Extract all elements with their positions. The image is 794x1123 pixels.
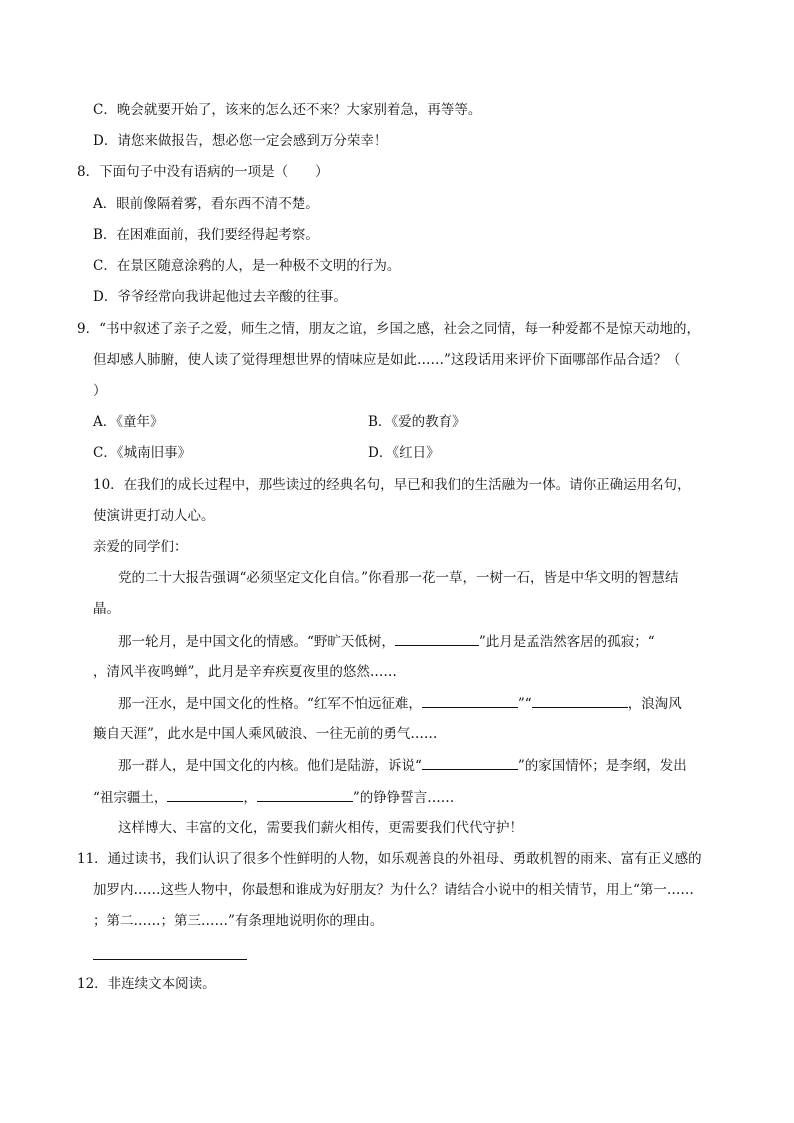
q10-paragraph3-line2: 簸自天涯”，此水是中国人乘风破浪、一往无前的勇气…… xyxy=(93,726,438,742)
q9-stem-line3: ） xyxy=(93,383,107,399)
q8-stem: 8．下面句子中没有语病的一项是（ ） xyxy=(77,164,329,180)
q10-blank-4[interactable] xyxy=(422,755,518,770)
q10-paragraph3-text-c: ，浪淘风 xyxy=(627,696,682,712)
q10-blank-2[interactable] xyxy=(422,693,518,708)
q9-stem-line1: 9．“书中叙述了亲子之爱，师生之情，朋友之谊，乡国之感，社会之同情，每一种爱都不是惊天动地的， xyxy=(77,321,700,337)
q10-paragraph4-text-c: “祖宗疆土， xyxy=(93,790,168,806)
q11-stem-line3: ；第二……；第三……”有条理地说明你的理由。 xyxy=(93,913,384,929)
q10-stem-line2: 使演讲更打动人心。 xyxy=(93,508,215,524)
q10-paragraph3-line1 xyxy=(118,693,682,713)
q10-paragraph2-text-a: 那一轮月，是中国文化的情感。“野旷天低树， xyxy=(118,634,395,650)
q10-greeting: 亲爱的同学们： xyxy=(93,539,188,555)
q10-paragraph4-text-b: ”的家国情怀；是李纲，发出 xyxy=(517,758,687,774)
q10-paragraph4-text-a: 那一群人，是中国文化的内核。他们是陆游，诉说“ xyxy=(118,758,422,774)
q10-paragraph3-text-a: 那一汪水，是中国文化的性格。“红军不怕远征难， xyxy=(118,696,422,712)
q10-paragraph3-text-b: ”“ xyxy=(517,696,532,712)
q10-blank-5[interactable] xyxy=(167,787,243,802)
q12-stem: 12．非连续文本阅读。 xyxy=(77,976,216,992)
q9-stem-line2: 但却感人肺腑，使人读了觉得理想世界的情味应是如此……”这段话用来评价下面哪部作品合适？（ xyxy=(93,352,681,368)
q10-paragraph1-line1: 党的二十大报告强调“必须坚定文化自信。”你看那一花一草，一树一石，皆是中华文明的智慧结 xyxy=(118,570,679,586)
q9-option-c: C．《城南旧事》 xyxy=(93,445,192,461)
q9-option-b: B．《爱的教育》 xyxy=(368,414,466,430)
q8-option-b: B．在困难面前，我们要经得起考察。 xyxy=(93,227,319,243)
q10-paragraph5: 这样博大、丰富的文化，需要我们薪火相传，更需要我们代代守护！ xyxy=(118,820,523,836)
q9-option-a: A．《童年》 xyxy=(93,414,164,430)
q11-stem-line2: 加罗内……这些人物中，你最想和谁成为好朋友？为什么？请结合小说中的相关情节，用上“第一…… xyxy=(93,882,694,898)
q10-paragraph2-text-b: ”此月是孟浩然客居的孤寂；“ xyxy=(478,634,655,650)
q10-paragraph2-line2: ，清风半夜鸣蝉”，此月是辛弃疾夏夜里的悠然…… xyxy=(93,664,397,680)
q10-paragraph2-line1 xyxy=(118,631,655,651)
q10-blank-3[interactable] xyxy=(532,693,628,708)
q10-stem-line1: 10．在我们的成长过程中，那些读过的经典名句，早已和我们的生活融为一体。请你正确运用名句， xyxy=(93,477,691,493)
q10-paragraph4-line2 xyxy=(93,787,454,807)
q7-option-c: C．晚会就要开始了，该来的怎么还不来？大家别着急，再等等。 xyxy=(93,102,482,118)
q10-paragraph4-line1 xyxy=(118,755,687,775)
q10-paragraph1-line2: 晶。 xyxy=(93,601,120,617)
q10-paragraph4-text-e: ”的铮铮誓言…… xyxy=(352,790,455,806)
q7-option-d: D．请您来做报告，想必您一定会感到万分荣幸！ xyxy=(93,133,388,149)
q8-option-d: D．爷爷经常向我讲起他过去辛酸的往事。 xyxy=(93,289,347,305)
q10-blank-6[interactable] xyxy=(257,787,353,802)
q10-paragraph4-text-d: ， xyxy=(243,790,257,806)
q10-blank-1[interactable] xyxy=(395,631,479,646)
q11-answer-line[interactable] xyxy=(93,959,247,960)
q11-stem-line1: 11．通过读书，我们认识了很多个性鲜明的人物，如乐观善良的外祖母、勇敢机智的雨来、富有正义感的 xyxy=(77,851,702,867)
q9-option-d: D．《红日》 xyxy=(368,445,440,461)
q8-option-a: A．眼前像隔着雾，看东西不清不楚。 xyxy=(93,196,319,212)
q8-option-c: C．在景区随意涂鸦的人，是一种极不文明的行为。 xyxy=(93,258,401,274)
